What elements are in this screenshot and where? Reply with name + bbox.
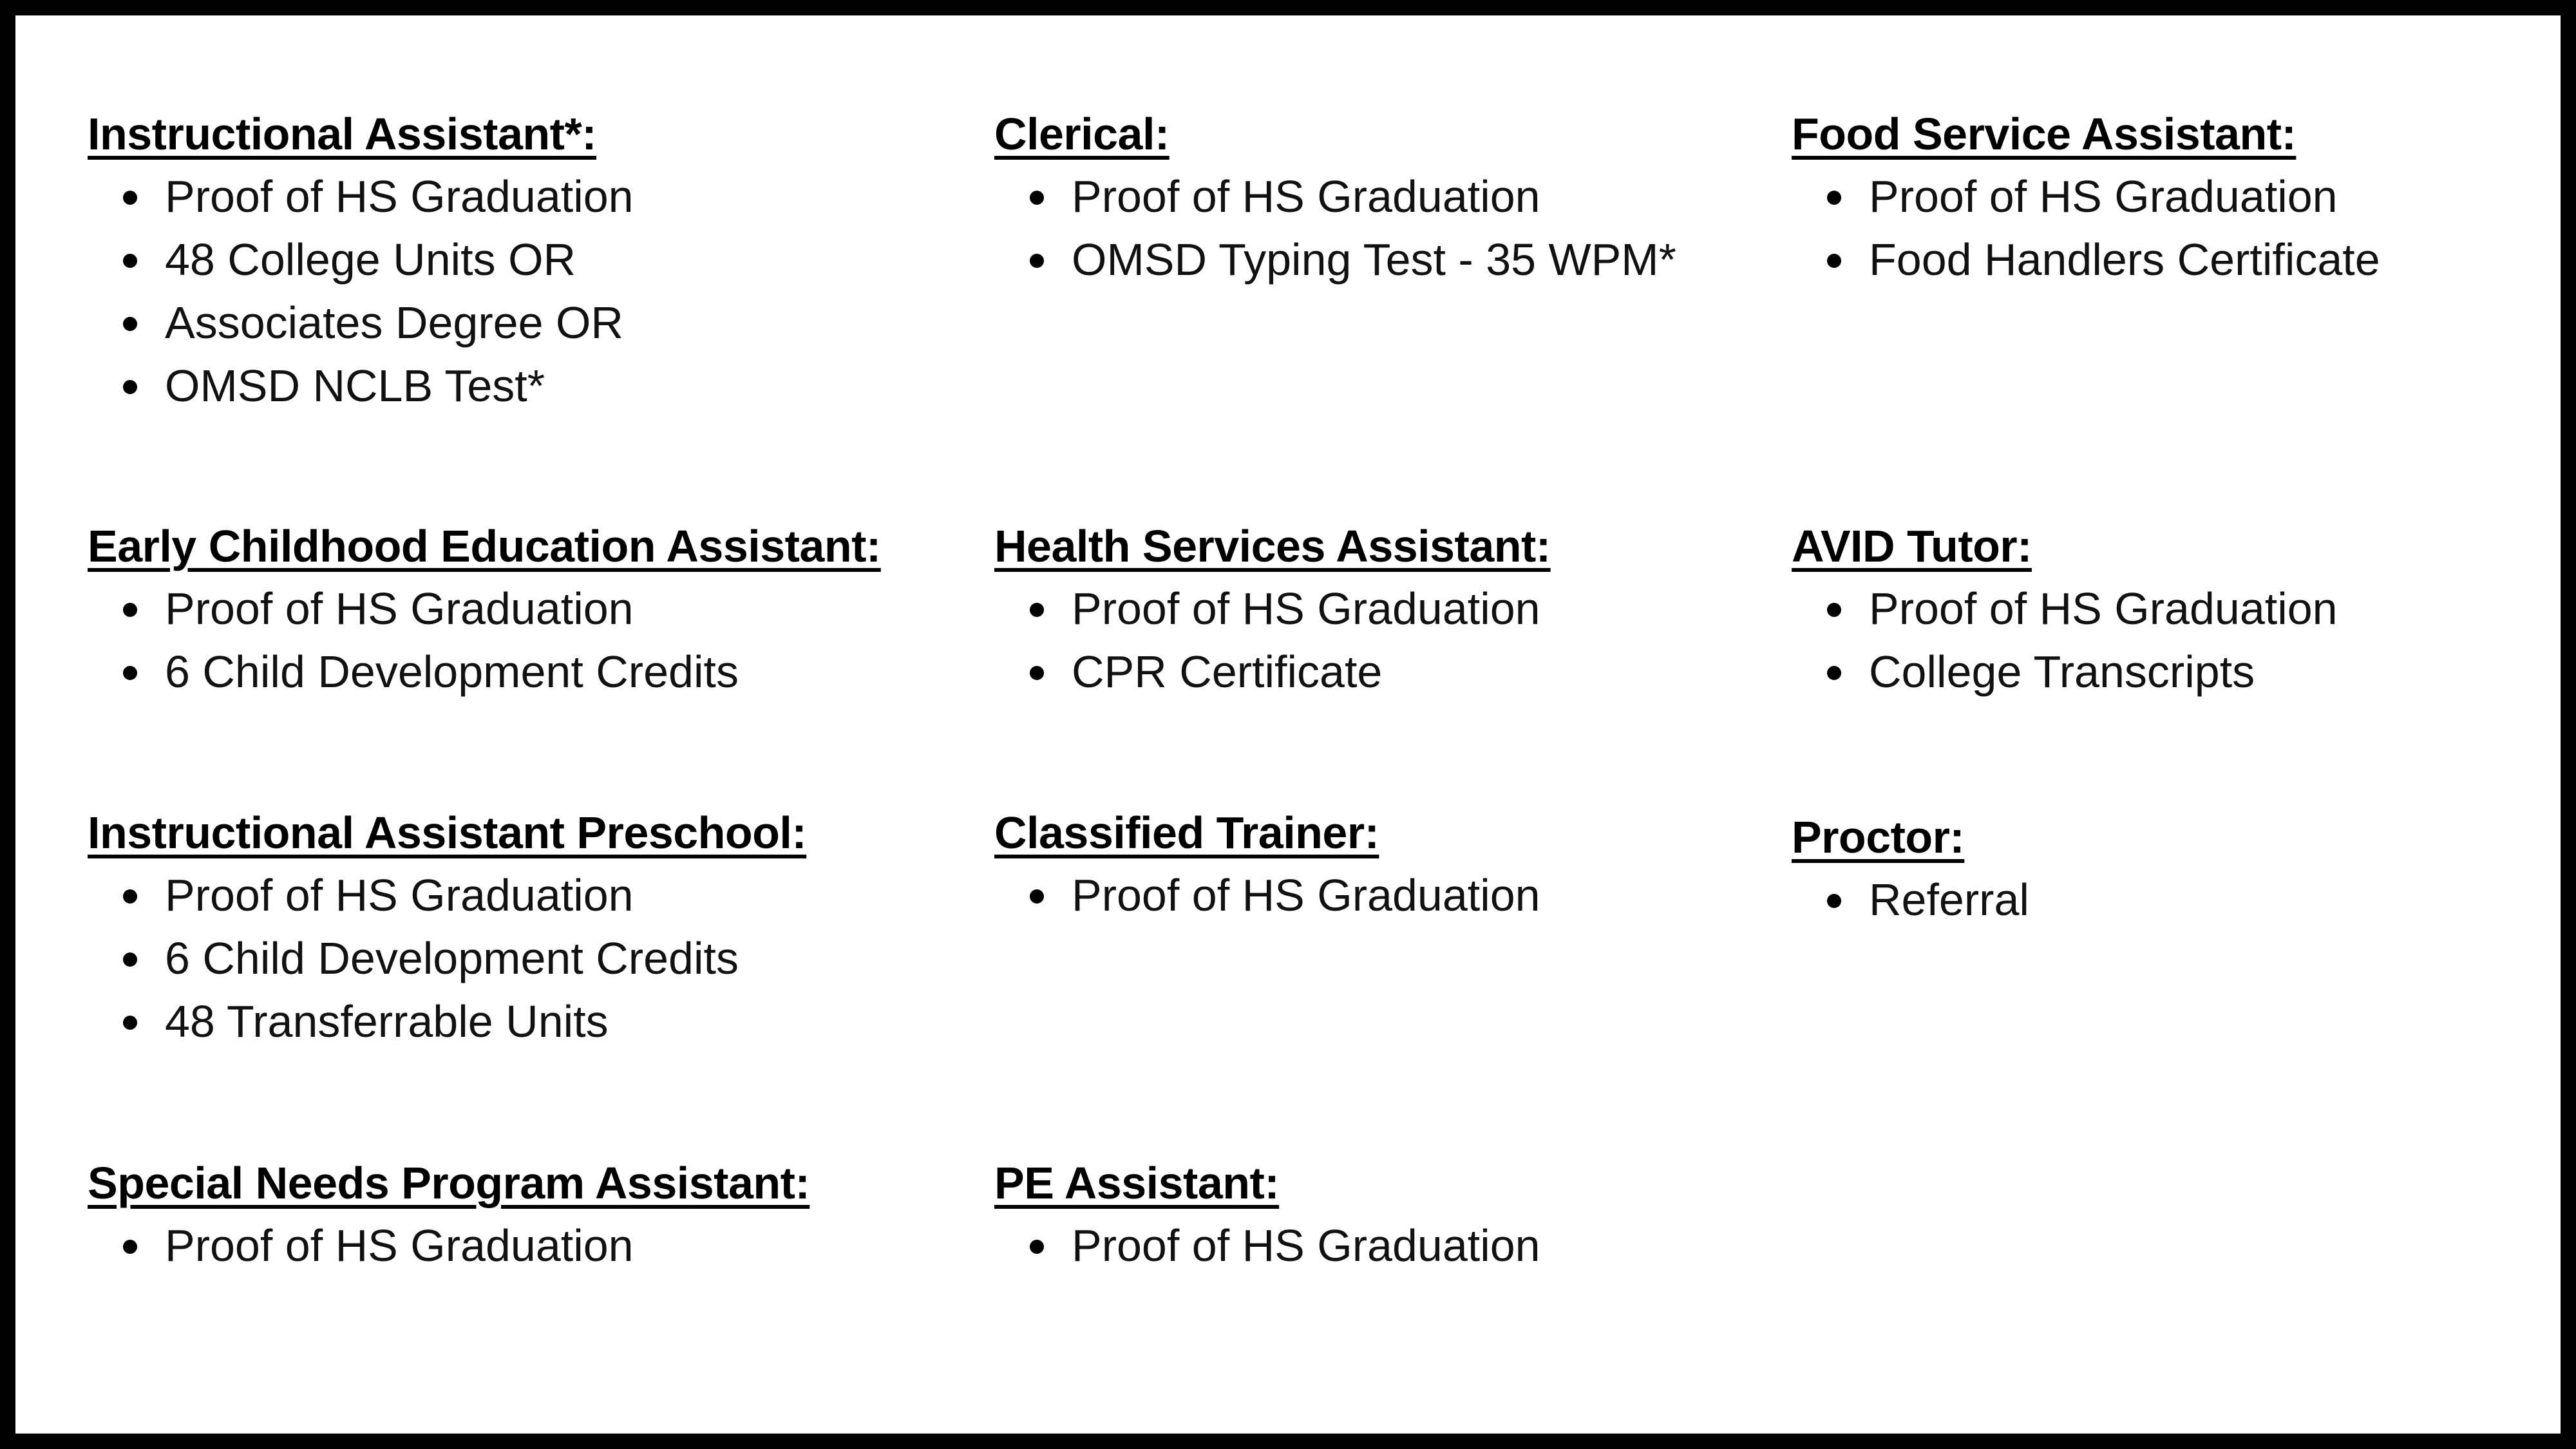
list-item (994, 228, 1676, 291)
bullet-icon (1030, 889, 1044, 904)
section-instructional-assistant-preschool (88, 802, 806, 1053)
section-heading: Instructional Assistant Preschool: (88, 808, 807, 858)
item-text: Proof of HS Graduation (1869, 583, 2338, 634)
bullet-icon (123, 889, 137, 904)
bullet-icon (1827, 666, 1841, 680)
list-item (88, 990, 806, 1053)
item-text: Associates Degree OR (165, 298, 623, 348)
bullet-icon (1827, 603, 1841, 617)
item-text: Proof of HS Graduation (165, 171, 634, 222)
section-heading: Instructional Assistant*: (88, 109, 597, 159)
item-text: Proof of HS Graduation (1072, 171, 1540, 222)
item-text: Proof of HS Graduation (1072, 870, 1540, 920)
item-text: Food Handlers Certificate (1869, 234, 2380, 285)
requirements-list (88, 1214, 810, 1277)
list-item (88, 577, 881, 640)
section-food-service-assistant (1792, 103, 2380, 291)
list-item (994, 640, 1551, 703)
bullet-icon (123, 254, 137, 268)
list-item (1792, 640, 2338, 703)
bullet-icon (1030, 191, 1044, 205)
list-item (1792, 228, 2380, 291)
item-text: Referral (1869, 875, 2029, 925)
bullet-icon (1030, 666, 1044, 680)
section-heading: Health Services Assistant: (994, 521, 1551, 571)
list-item (994, 165, 1676, 228)
section-health-services-assistant (994, 515, 1551, 703)
bullet-icon (123, 603, 137, 617)
requirements-list (994, 1214, 1540, 1277)
item-text: 6 Child Development Credits (165, 933, 739, 983)
list-item (1792, 577, 2338, 640)
list-item (1792, 165, 2380, 228)
bullet-icon (123, 1016, 137, 1030)
requirements-list (88, 864, 806, 1053)
section-heading: PE Assistant: (994, 1158, 1280, 1208)
list-item (88, 1214, 810, 1277)
section-heading: Special Needs Program Assistant: (88, 1158, 810, 1208)
bullet-icon (123, 1240, 137, 1254)
list-item (88, 354, 634, 417)
list-item (88, 640, 881, 703)
bullet-icon (123, 952, 137, 967)
item-text: 6 Child Development Credits (165, 647, 739, 697)
item-text: Proof of HS Graduation (1869, 171, 2338, 222)
item-text: Proof of HS Graduation (1072, 583, 1540, 634)
list-item (88, 165, 634, 228)
item-text: 48 College Units OR (165, 234, 576, 285)
requirements-list (88, 577, 881, 703)
document-page (15, 15, 2561, 1434)
bullet-icon (1030, 254, 1044, 268)
requirements-list (1792, 577, 2338, 703)
item-text: Proof of HS Graduation (1072, 1220, 1540, 1271)
bullet-icon (1030, 603, 1044, 617)
requirements-list (994, 864, 1540, 927)
bullet-icon (123, 666, 137, 680)
requirements-list (88, 165, 634, 417)
item-text: CPR Certificate (1072, 647, 1383, 697)
item-text: OMSD NCLB Test* (165, 361, 545, 411)
item-text: College Transcripts (1869, 647, 2255, 697)
item-text: Proof of HS Graduation (165, 583, 634, 634)
section-pe-assistant (994, 1152, 1540, 1277)
list-item (88, 864, 806, 927)
section-special-needs-program-assistant (88, 1152, 810, 1277)
item-text: Proof of HS Graduation (165, 1220, 634, 1271)
section-heading: Early Childhood Education Assistant: (88, 521, 881, 571)
bullet-icon (1827, 894, 1841, 908)
bullet-icon (123, 317, 137, 331)
item-text: OMSD Typing Test - 35 WPM* (1072, 234, 1676, 285)
list-item (994, 864, 1540, 927)
bullet-icon (123, 191, 137, 205)
requirements-list (1792, 868, 2029, 931)
section-heading: Classified Trainer: (994, 808, 1379, 858)
section-proctor (1792, 806, 2029, 931)
list-item (994, 577, 1551, 640)
bullet-icon (123, 380, 137, 394)
bullet-icon (1827, 254, 1841, 268)
section-heading: Food Service Assistant: (1792, 109, 2297, 159)
section-instructional-assistant (88, 103, 634, 417)
list-item (994, 1214, 1540, 1277)
list-item (88, 291, 634, 354)
item-text: Proof of HS Graduation (165, 870, 634, 920)
requirements-list (1792, 165, 2380, 291)
section-early-childhood-education-assistant (88, 515, 881, 703)
section-heading: Proctor: (1792, 812, 1965, 862)
bullet-icon (1827, 191, 1841, 205)
section-heading: AVID Tutor: (1792, 521, 2032, 571)
section-avid-tutor (1792, 515, 2338, 703)
requirements-list (994, 577, 1551, 703)
section-clerical (994, 103, 1676, 291)
section-heading: Clerical: (994, 109, 1170, 159)
list-item (1792, 868, 2029, 931)
bullet-icon (1030, 1240, 1044, 1254)
section-classified-trainer (994, 802, 1540, 927)
item-text: 48 Transferrable Units (165, 996, 609, 1046)
requirements-list (994, 165, 1676, 291)
list-item (88, 927, 806, 990)
list-item (88, 228, 634, 291)
